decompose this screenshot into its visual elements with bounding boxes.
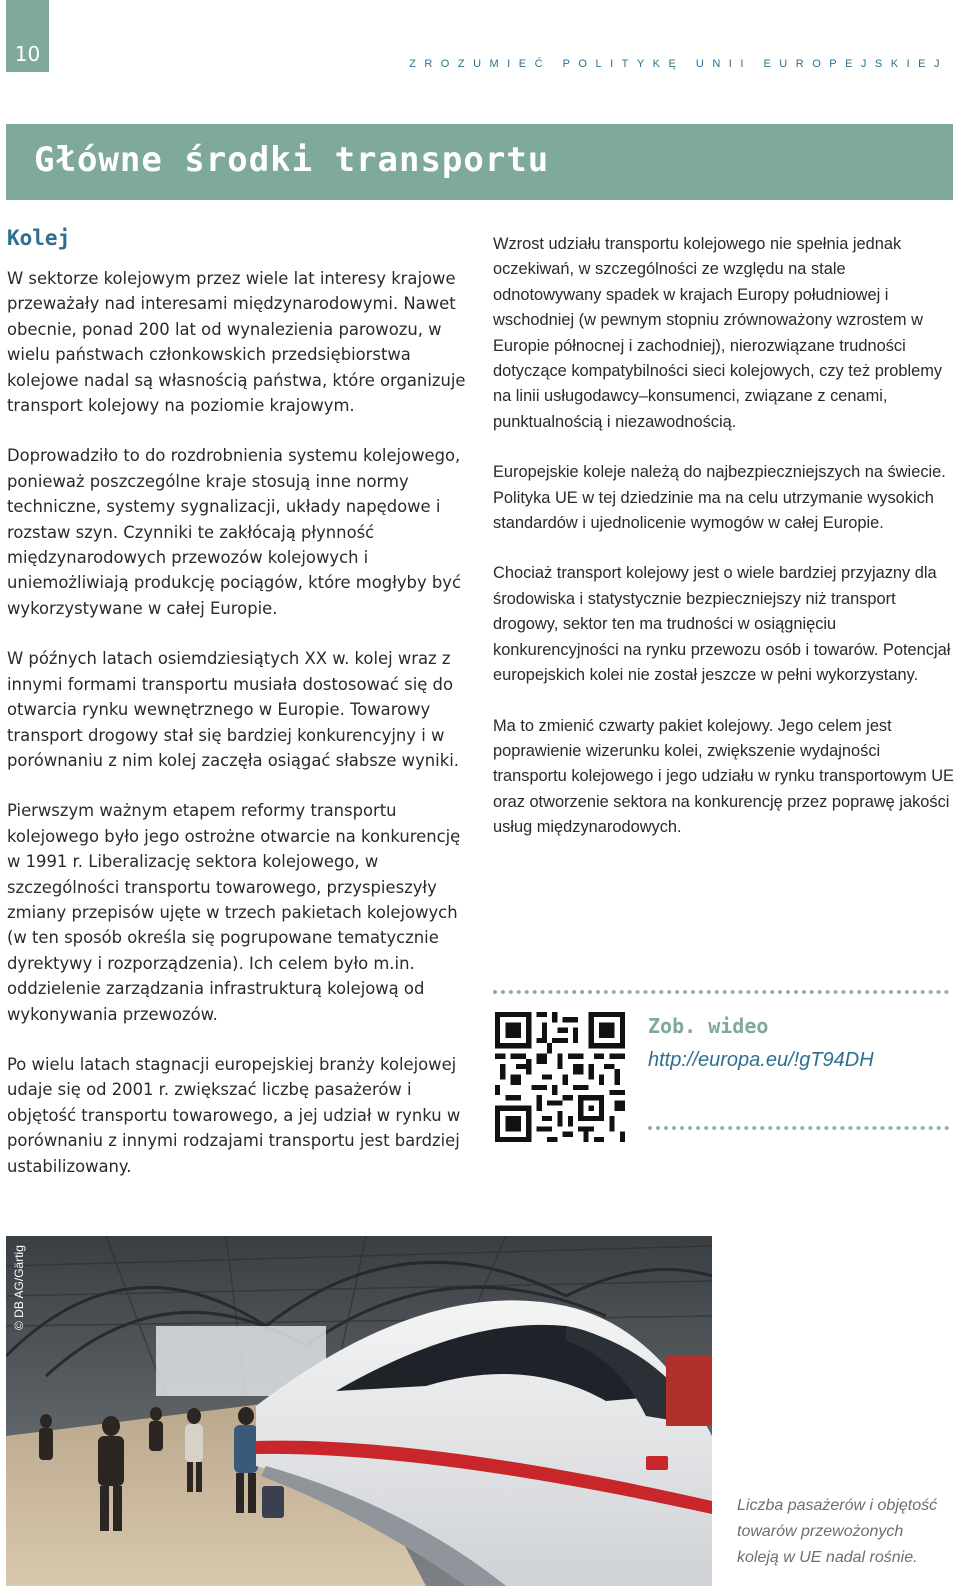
- photo-credit: © DB AG/Gärtig: [12, 1245, 26, 1330]
- caption-line: koleją w UE nadal rośnie.: [737, 1549, 918, 1566]
- page-number: 10: [6, 0, 49, 72]
- section-heading-kolej: Kolej: [7, 226, 71, 250]
- paragraph: W późnych latach osiemdziesiątych XX w. kolej wraz z innymi formami transportu musiała dostosować się do otwarcia rynku wewnętrznego w Europie. Towarowy transport drogowy stał się bardziej konkurencyjny i w porównaniu z nim kolej zaczęła osiągać słabsze wyniki.: [7, 649, 459, 770]
- left-column: [7, 226, 473, 1204]
- dotted-divider-bottom: [648, 1126, 949, 1130]
- paragraph: Po wielu latach stagnacji europejskiej branży kolejowej udaje się od 2001 r. zwiększać liczbę pasażerów i objętość transportu towarowego, a jej udział w rynku w porównaniu z innymi rodzajami transportu jest bardziej ustabilizowany.: [7, 1054, 461, 1176]
- right-column: [493, 232, 955, 866]
- dotted-divider-top: [493, 990, 949, 994]
- paragraph: W sektorze kolejowym przez wiele lat interesy krajowe przeważały nad interesami międzynarodowymi. Nawet obecnie, ponad 200 lat od wynalezienia parowozu, w wielu państwach członkowskich przedsiębiorstwa kolejowe nadal są własnością państwa, które organizuje transport kolejowy na poziomie krajowym.: [7, 269, 466, 416]
- paragraph: Pierwszym ważnym etapem reformy transportu kolejowego było jego ostrożne otwarcie na konkurencję w 1991 r. Liberalizację sektora kolejowego, w szczególności transportu towarowego, przyspieszyły zmiany przepisów ujęte w trzech pakietach kolejowych (w ten sposób określa się pogrupowane tematycznie dyrektywy i rozporządzenia). Ich celem było m.in. oddzielenie zarządzania infrastrukturą kolejową od wykonywania przewozów.: [7, 801, 461, 1024]
- paragraph: Europejskie koleje należą do najbezpieczniejszych na świecie. Polityka UE w tej dziedzinie ma na celu utrzymanie wysokich standardów i ujednolicenie wymogów w całej Europie.: [493, 463, 946, 533]
- running-head: ZROZUMIEĆ POLITYKĘ UNII EUROPEJSKIEJ: [409, 58, 948, 70]
- video-link[interactable]: http://europa.eu/!gT94DH: [648, 1049, 874, 1071]
- title-band: [6, 124, 953, 200]
- caption-line: Liczba pasażerów i objętość: [737, 1497, 938, 1514]
- paragraph: Chociaż transport kolejowy jest o wiele bardziej przyjazny dla środowiska i statystycznie bezpieczniejszy niż transport drogowy, sektor ten ma trudności w osiągnięciu konkurencyjności na rynku przewozu osób i towarów. Potencjał europejskich kolei nie został jeszcze w pełni wykorzystany.: [493, 564, 951, 685]
- paragraph: Doprowadziło to do rozdrobnienia systemu kolejowego, ponieważ poszczególne kraje stosują inne normy techniczne, systemy sygnalizacji, układy napędowe i rozstaw szyn. Czynniki te zakłócają płynność międzynarodowych przewozów kolejowych i uniemożliwiają produkcję pociągów, które mogłyby być wykorzystywane w całej Europie.: [7, 446, 461, 618]
- caption-line: towarów przewożonych: [737, 1523, 904, 1540]
- paragraph: Wzrost udziału transportu kolejowego nie spełnia jednak oczekiwań, w szczególności ze względu na stale odnotowywany spadek w krajach Europy południowej i wschodniej (w pewnym stopniu zrównoważony wzrostem w Europie północnej i zachodniej), nierozwiązane trudności dotyczące kompatybilności sieci kolejowych, czy też problemy na linii usługodawcy–konsumenci, związane z cenami, punktualnością i niezawodnością.: [493, 235, 943, 431]
- paragraph: Ma to zmienić czwarty pakiet kolejowy. Jego celem jest poprawienie wizerunku kolei, zwiększenie wydajności transportu kolejowego i jego udziału w rynku transportowym UE oraz otworzenie sektora na konkurencję przez poprawę jakości usług międzynarodowych.: [493, 716, 954, 837]
- train-station-photo: [6, 1236, 712, 1586]
- video-label: Zob. wideo: [648, 1014, 769, 1038]
- photo-caption: [737, 1493, 952, 1571]
- page-title: Główne środki transportu: [34, 140, 550, 180]
- qr-code-icon[interactable]: [495, 1012, 625, 1142]
